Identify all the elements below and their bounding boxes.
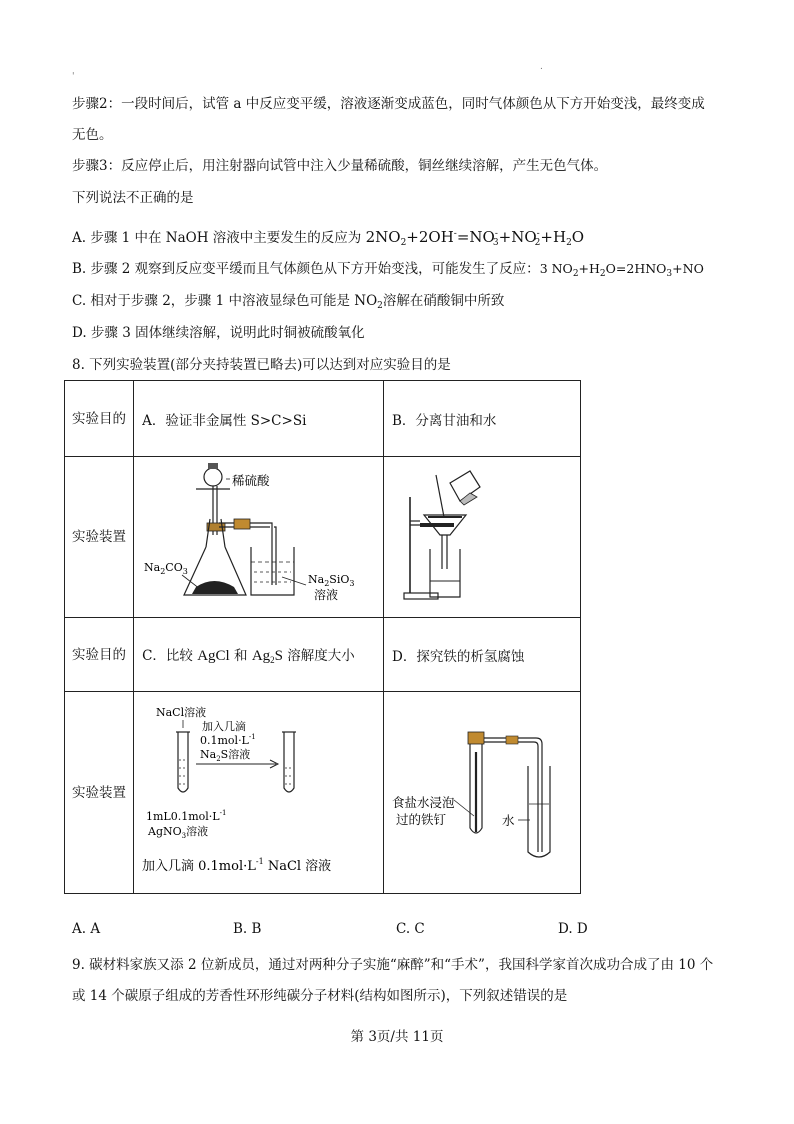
purpose-a: A．验证非金属性 S>C>Si [134,381,384,457]
purpose-c: C．比较 AgCl 和 $Ag_2S$ 溶解度大小 [134,618,384,692]
answer-a: A. A [72,921,101,937]
q7-option-b-equation: 3 $NO_2+H_2O=2HNO_3+NO$ [539,261,704,279]
q7-option-c: C. 相对于步骤 2，步骤 1 中溶液显绿色可能是 $NO_2$溶解在硝酸铜中所致 [72,293,505,311]
apparatus-label-ab: 实验装置 [65,457,134,618]
apparatus-b-diagram [384,457,580,613]
step2-line2: 无色。 [72,127,113,143]
nacl-solution-label: NaCl溶液 [156,706,207,719]
salt-water-nail-label-2: 过的铁钉 [396,812,447,827]
purpose-d: D．探究铁的析氢腐蚀 [384,618,581,692]
question9-line1: 9. 碳材料家族又添 2 位新成员，通过对两种分子实施“麻醉”和“手术”，我国科学家首次成功合成了由 10 个 [72,957,714,973]
apparatus-c-diagram [134,692,382,889]
question8-stem: 8. 下列实验装置(部分夹持装置已略去)可以达到对应实验目的是 [72,357,451,373]
na2s-solution-label: $Na_2S$溶液 [200,748,251,763]
purpose-label-cd: 实验目的 [65,618,134,692]
agno3-volume-label: $1mL0.1mol\cdot L^{-1}$ [146,809,227,823]
table-row [65,618,581,692]
header-mark-right: . [540,62,543,72]
table-row [65,457,581,618]
dilute-sulfuric-acid-label: 稀硫酸 [232,473,270,488]
table-row [65,692,581,894]
apparatus-c [134,692,384,894]
concentration-label: $0.1mol\cdot L^{-1}$ [200,733,256,747]
q7-option-a-text: A. 步骤 1 中在 NaOH 溶液中主要发生的反应为 [72,230,366,246]
apparatus-a [134,457,384,618]
apparatus-d [384,692,581,894]
apparatus-d-diagram [384,692,580,889]
add-drops-label: 加入几滴 [202,720,247,733]
salt-water-nail-label-1: 食盐水浸泡 [392,795,455,810]
q7-option-a-equation: $2NO_2+2OH^-=NO^-_3+NO^-_2+H_2O$ [365,228,585,248]
purpose-b: B．分离甘油和水 [384,381,581,457]
question7-stem: 下列说法不正确的是 [72,190,194,206]
table-row [65,381,581,457]
water-label: 水 [502,813,515,828]
answer-c: C. C [396,921,425,937]
answer-b: B. B [233,921,262,937]
q7-option-a [72,224,584,253]
apparatus-a-diagram [134,457,382,613]
apparatus-label-cd: 实验装置 [65,692,134,894]
step3: 步骤3：反应停止后，用注射器向试管中注入少量稀硫酸，铜丝继续溶解，产生无色气体。 [72,158,608,174]
q7-option-b-text: B. 步骤 2 观察到反应变平缓而且气体颜色从下方开始变浅，可能发生了反应： [72,261,540,277]
agno3-solution-label: AgNO$_3$溶液 [148,825,209,840]
apparatus-b [384,457,581,618]
step2-line1: 步骤2：一段时间后，试管 a 中反应变平缓，溶液逐渐变成蓝色，同时气体颜色从下方开始变浅，最终变成 [72,96,705,112]
sodium-silicate-label: $Na_2SiO_3$ [308,573,355,588]
q7-option-b [72,259,704,284]
solution-label: 溶液 [314,588,339,602]
q7-option-d: D. 步骤 3 固体继续溶解，说明此时铜被硫酸氧化 [72,325,365,341]
question9-line2: 或 14 个碳原子组成的芳香性环形纯碳分子材料(结构如图所示)，下列叙述错误的是 [72,988,568,1004]
page-footer: 第 3页/共 11页 [350,1029,444,1045]
sodium-carbonate-label: $Na_2CO_3$ [144,561,188,576]
answer-d: D. D [558,921,588,937]
experiment-table [64,380,581,894]
header-mark-left: ' [72,72,75,82]
add-nacl-note: 加入几滴 $0.1mol\cdot L^{-1}$ NaCl 溶液 [142,857,332,874]
purpose-label-ab: 实验目的 [65,381,134,457]
